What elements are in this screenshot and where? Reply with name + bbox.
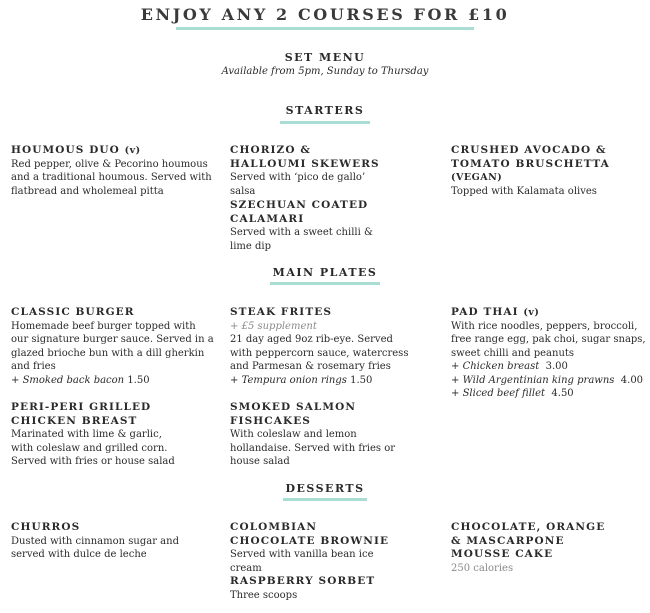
menu-item-steak-frites — [230, 306, 415, 387]
item-name: CHOCOLATE, ORANGE & MASCARPONE MOUSSE CAKE — [451, 521, 606, 560]
item-extra: + Chicken breast 3.00 — [451, 361, 568, 372]
item-description: Topped with Kalamata olives — [451, 185, 597, 197]
menu-title: ENJOY ANY 2 COURSES FOR £10 — [140, 5, 510, 24]
item-description: Dusted with cinnamon sugar and served with dulce de leche — [11, 535, 179, 560]
mains-underline — [270, 282, 380, 285]
item-description: Served with ‘pico de gallo’ salsa — [230, 172, 366, 197]
menu-item-chorizo-halloumi — [230, 144, 390, 198]
item-extra: + Smoked back bacon 1.50 — [11, 374, 150, 386]
item-description: Served with vanilla bean ice cream — [230, 549, 374, 574]
item-name: PERI-PERI GRILLED CHICKEN BREAST — [11, 401, 152, 427]
item-name: CHORIZO & HALLOUMI SKEWERS — [230, 144, 380, 170]
menu-item-houmous-duo — [11, 144, 216, 198]
item-description: Served with a sweet chilli & lime dip — [230, 227, 373, 252]
item-description: Homemade beef burger topped with our signature burger sauce. Served in a glazed brioche bun with a dill gherkin and fries — [11, 320, 214, 372]
starters-heading: STARTERS — [285, 104, 365, 117]
menu-item-avocado-bruschetta — [451, 144, 646, 198]
starters-underline — [280, 121, 370, 124]
menu-item-chocolate-brownie — [230, 521, 390, 575]
item-description: With rice noodles, peppers, broccoli, free range egg, pak choi, sugar snaps, sweet chilli and peanuts — [451, 320, 646, 359]
item-description: Marinated with lime & garlic, with coleslaw and grilled corn. Served with fries or house salad — [11, 429, 175, 467]
item-description: Three scoops — [230, 589, 298, 601]
item-name: STEAK FRITES — [230, 306, 333, 318]
item-supplement: + £5 supplement — [230, 320, 317, 332]
item-name: CRUSHED AVOCADO & TOMATO BRUSCHETTA (VEGAN) — [451, 144, 610, 183]
menu-item-salmon-fishcakes — [230, 401, 415, 469]
item-name: PAD THAI (v) — [451, 306, 540, 318]
title-underline — [176, 27, 474, 30]
item-name: HOUMOUS DUO (v) — [11, 144, 141, 156]
menu-item-pad-thai — [451, 306, 646, 401]
menu-item-calamari — [230, 199, 390, 253]
set-menu-heading: SET MENU — [284, 51, 366, 64]
menu-item-peri-peri-chicken — [11, 401, 181, 469]
item-name: SMOKED SALMON FISHCAKES — [230, 401, 357, 427]
desserts-underline — [283, 498, 367, 501]
menu-item-classic-burger — [11, 306, 216, 387]
item-name: RASPBERRY SORBET — [230, 575, 376, 587]
item-description: With coleslaw and lemon hollandaise. Served with fries or house salad — [230, 429, 396, 467]
item-calories: 250 calories — [451, 562, 514, 574]
item-description: 21 day aged 9oz rib-eye. Served with peppercorn sauce, watercress and Parmesan & rosemary fries — [230, 334, 409, 372]
item-name: SZECHUAN COATED CALAMARI — [230, 199, 369, 225]
item-extra: + Tempura onion rings 1.50 — [230, 374, 373, 386]
availability-note: Available from 5pm, Sunday to Thursday — [221, 66, 429, 77]
menu-item-churros — [11, 521, 186, 562]
item-name: CLASSIC BURGER — [11, 306, 135, 318]
item-extra: + Sliced beef fillet 4.50 — [451, 388, 574, 399]
menu-item-mousse-cake — [451, 521, 611, 575]
item-description: Red pepper, olive & Pecorino houmous and a traditional houmous. Served with flatbread and wholemeal pitta — [11, 158, 212, 197]
menu-item-raspberry-sorbet — [230, 575, 390, 602]
desserts-heading: DESSERTS — [285, 482, 365, 495]
item-name: COLOMBIAN CHOCOLATE BROWNIE — [230, 521, 390, 547]
mains-heading: MAIN PLATES — [272, 266, 378, 279]
item-extra: + Wild Argentinian king prawns 4.00 — [451, 374, 644, 386]
item-name: CHURROS — [11, 521, 81, 533]
